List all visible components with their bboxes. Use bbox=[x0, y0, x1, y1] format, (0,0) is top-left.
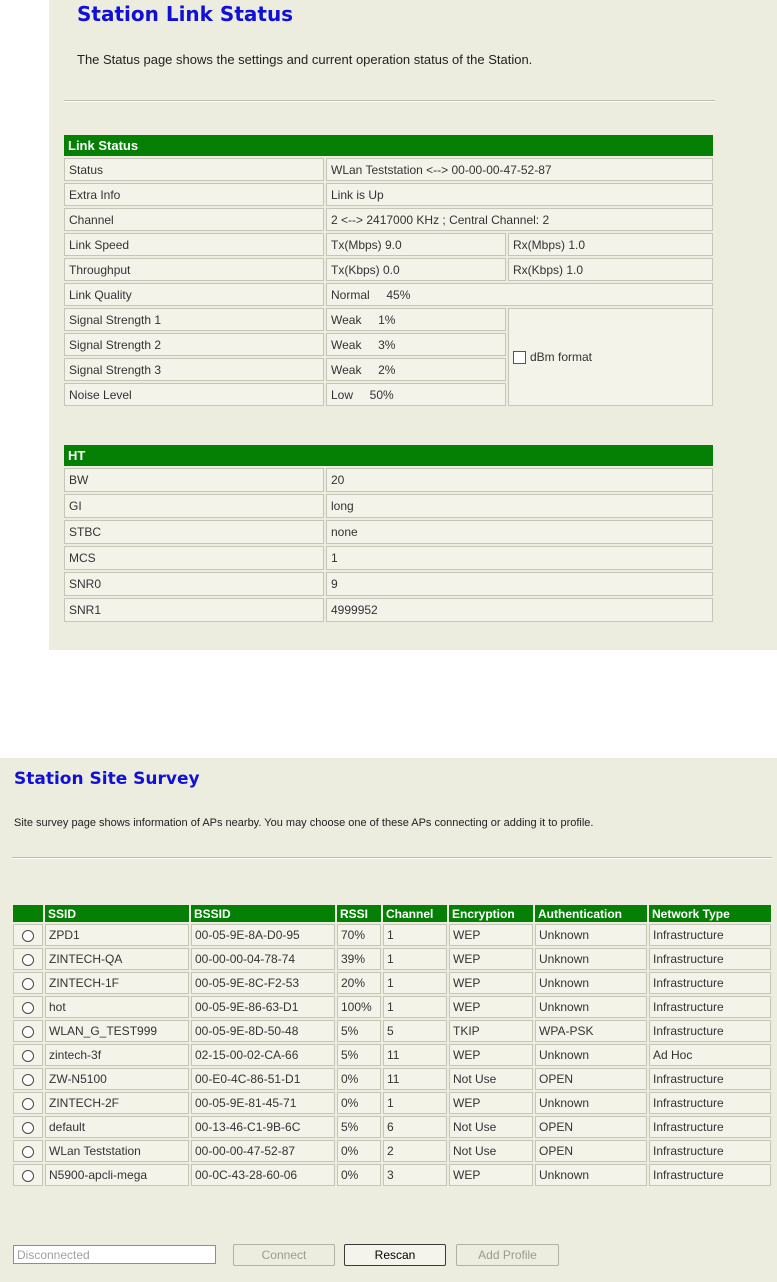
noise-level-value: Low 50% bbox=[326, 383, 506, 406]
ht-header: HT bbox=[64, 445, 713, 466]
signal-strength-3-value: Weak 2% bbox=[326, 358, 506, 381]
bssid-cell: 00-E0-4C-86-51-D1 bbox=[191, 1068, 335, 1090]
rssi-cell: 5% bbox=[337, 1020, 381, 1042]
bssid-cell: 00-13-46-C1-9B-6C bbox=[191, 1116, 335, 1138]
network-type-cell: Infrastructure bbox=[649, 924, 771, 946]
dbm-format-cell[interactable] bbox=[508, 308, 713, 406]
throughput-label: Throughput bbox=[64, 258, 324, 281]
network-type-cell: Ad Hoc bbox=[649, 1044, 771, 1066]
add-profile-button[interactable]: Add Profile bbox=[456, 1244, 559, 1266]
select-column-header bbox=[13, 905, 43, 922]
rssi-cell: 70% bbox=[337, 924, 381, 946]
bw-value: 20 bbox=[326, 468, 713, 492]
authentication-cell: Unknown bbox=[535, 1044, 647, 1066]
authentication-column-header: Authentication bbox=[535, 905, 647, 922]
snr1-value: 4999952 bbox=[326, 598, 713, 622]
status-value: WLan Teststation <--> 00-00-00-47-52-87 bbox=[326, 158, 713, 181]
table-row[interactable] bbox=[13, 996, 771, 1018]
table-row[interactable] bbox=[13, 1140, 771, 1162]
network-type-cell: Infrastructure bbox=[649, 1020, 771, 1042]
row-select-radio[interactable] bbox=[22, 1074, 34, 1086]
stbc-value: none bbox=[326, 520, 713, 544]
link-speed-tx: Tx(Mbps) 9.0 bbox=[326, 233, 506, 256]
channel-cell: 1 bbox=[383, 948, 447, 970]
network-type-cell: Infrastructure bbox=[649, 996, 771, 1018]
row-select-radio[interactable] bbox=[22, 978, 34, 990]
encryption-column-header: Encryption bbox=[449, 905, 533, 922]
ssid-cell: ZINTECH-1F bbox=[45, 972, 189, 994]
signal-strength-1-value: Weak 1% bbox=[326, 308, 506, 331]
network-type-cell: Infrastructure bbox=[649, 1068, 771, 1090]
channel-cell: 3 bbox=[383, 1164, 447, 1186]
row-select-cell[interactable] bbox=[13, 1044, 43, 1066]
channel-cell: 1 bbox=[383, 924, 447, 946]
table-row[interactable] bbox=[13, 948, 771, 970]
table-row[interactable] bbox=[13, 1020, 771, 1042]
row-select-radio[interactable] bbox=[22, 1002, 34, 1014]
row-select-cell[interactable] bbox=[13, 1164, 43, 1186]
row-select-radio[interactable] bbox=[22, 1098, 34, 1110]
table-row[interactable] bbox=[13, 972, 771, 994]
bssid-cell: 00-00-00-04-78-74 bbox=[191, 948, 335, 970]
encryption-cell: WEP bbox=[449, 924, 533, 946]
row-select-cell[interactable] bbox=[13, 1116, 43, 1138]
rssi-cell: 5% bbox=[337, 1044, 381, 1066]
encryption-cell: WEP bbox=[449, 948, 533, 970]
ssid-cell: ZINTECH-2F bbox=[45, 1092, 189, 1114]
ssid-cell: ZINTECH-QA bbox=[45, 948, 189, 970]
bw-label: BW bbox=[64, 468, 324, 492]
page-title: Station Link Status bbox=[77, 2, 294, 26]
mcs-label: MCS bbox=[64, 546, 324, 570]
row-select-cell[interactable] bbox=[13, 1092, 43, 1114]
channel-cell: 11 bbox=[383, 1068, 447, 1090]
gi-value: long bbox=[326, 494, 713, 518]
channel-cell: 1 bbox=[383, 972, 447, 994]
survey-title: Station Site Survey bbox=[14, 769, 200, 789]
extra-info-label: Extra Info bbox=[64, 183, 324, 206]
row-select-radio[interactable] bbox=[22, 954, 34, 966]
table-row[interactable] bbox=[13, 1116, 771, 1138]
ssid-cell: WLan Teststation bbox=[45, 1140, 189, 1162]
channel-value: 2 <--> 2417000 KHz ; Central Channel: 2 bbox=[326, 208, 713, 231]
dbm-format-checkbox[interactable] bbox=[513, 351, 526, 364]
ssid-cell: WLAN_G_TEST999 bbox=[45, 1020, 189, 1042]
row-select-radio[interactable] bbox=[22, 1146, 34, 1158]
link-speed-label: Link Speed bbox=[64, 233, 324, 256]
row-select-cell[interactable] bbox=[13, 948, 43, 970]
network-type-cell: Infrastructure bbox=[649, 1116, 771, 1138]
noise-level-label: Noise Level bbox=[64, 383, 324, 406]
row-select-radio[interactable] bbox=[22, 930, 34, 942]
throughput-rx: Rx(Kbps) 1.0 bbox=[508, 258, 713, 281]
table-row[interactable] bbox=[13, 1164, 771, 1186]
gi-label: GI bbox=[64, 494, 324, 518]
channel-cell: 1 bbox=[383, 1092, 447, 1114]
authentication-cell: Unknown bbox=[535, 996, 647, 1018]
channel-cell: 5 bbox=[383, 1020, 447, 1042]
network-type-column-header: Network Type bbox=[649, 905, 771, 922]
row-select-cell[interactable] bbox=[13, 1140, 43, 1162]
network-type-cell: Infrastructure bbox=[649, 1164, 771, 1186]
encryption-cell: WEP bbox=[449, 1092, 533, 1114]
connection-status-field: Disconnected bbox=[13, 1245, 216, 1264]
row-select-cell[interactable] bbox=[13, 1068, 43, 1090]
encryption-cell: Not Use bbox=[449, 1140, 533, 1162]
ssid-cell: N5900-apcli-mega bbox=[45, 1164, 189, 1186]
row-select-cell[interactable] bbox=[13, 972, 43, 994]
channel-cell: 2 bbox=[383, 1140, 447, 1162]
rssi-cell: 0% bbox=[337, 1092, 381, 1114]
channel-cell: 11 bbox=[383, 1044, 447, 1066]
authentication-cell: Unknown bbox=[535, 1092, 647, 1114]
encryption-cell: WEP bbox=[449, 1044, 533, 1066]
mcs-value: 1 bbox=[326, 546, 713, 570]
authentication-cell: OPEN bbox=[535, 1140, 647, 1162]
bssid-cell: 00-05-9E-81-45-71 bbox=[191, 1092, 335, 1114]
encryption-cell: WEP bbox=[449, 996, 533, 1018]
ssid-column-header: SSID bbox=[45, 905, 189, 922]
snr0-value: 9 bbox=[326, 572, 713, 596]
rssi-cell: 20% bbox=[337, 972, 381, 994]
rssi-cell: 5% bbox=[337, 1116, 381, 1138]
row-select-radio[interactable] bbox=[22, 1122, 34, 1134]
encryption-cell: WEP bbox=[449, 972, 533, 994]
throughput-tx: Tx(Kbps) 0.0 bbox=[326, 258, 506, 281]
rssi-cell: 39% bbox=[337, 948, 381, 970]
table-row[interactable] bbox=[13, 1092, 771, 1114]
rssi-cell: 0% bbox=[337, 1140, 381, 1162]
channel-column-header: Channel bbox=[383, 905, 447, 922]
rssi-cell: 100% bbox=[337, 996, 381, 1018]
bssid-column-header: BSSID bbox=[191, 905, 335, 922]
table-row[interactable] bbox=[13, 924, 771, 946]
encryption-cell: TKIP bbox=[449, 1020, 533, 1042]
survey-description: Site survey page shows information of APs nearby. You may choose one of these APs connecting or adding it to profile. bbox=[14, 817, 594, 829]
row-select-cell[interactable] bbox=[13, 996, 43, 1018]
signal-strength-1-label: Signal Strength 1 bbox=[64, 308, 324, 331]
snr0-label: SNR0 bbox=[64, 572, 324, 596]
link-quality-label: Link Quality bbox=[64, 283, 324, 306]
channel-label: Channel bbox=[64, 208, 324, 231]
authentication-cell: OPEN bbox=[535, 1068, 647, 1090]
stbc-label: STBC bbox=[64, 520, 324, 544]
row-select-radio[interactable] bbox=[22, 1170, 34, 1182]
survey-divider bbox=[12, 857, 772, 859]
bssid-cell: 00-0C-43-28-60-06 bbox=[191, 1164, 335, 1186]
ht-table bbox=[62, 443, 715, 624]
page-description: The Status page shows the settings and current operation status of the Station. bbox=[77, 52, 533, 67]
status-label: Status bbox=[64, 158, 324, 181]
row-select-radio[interactable] bbox=[22, 1050, 34, 1062]
encryption-cell: Not Use bbox=[449, 1068, 533, 1090]
network-type-cell: Infrastructure bbox=[649, 972, 771, 994]
authentication-cell: Unknown bbox=[535, 948, 647, 970]
authentication-cell: Unknown bbox=[535, 1164, 647, 1186]
network-type-cell: Infrastructure bbox=[649, 1092, 771, 1114]
table-row[interactable] bbox=[13, 1068, 771, 1090]
authentication-cell: Unknown bbox=[535, 972, 647, 994]
ssid-cell: ZW-N5100 bbox=[45, 1068, 189, 1090]
authentication-cell: Unknown bbox=[535, 924, 647, 946]
rescan-button[interactable]: Rescan bbox=[344, 1244, 446, 1266]
link-quality-value: Normal 45% bbox=[326, 283, 713, 306]
row-select-cell[interactable] bbox=[13, 924, 43, 946]
ssid-cell: ZPD1 bbox=[45, 924, 189, 946]
bssid-cell: 00-05-9E-8A-D0-95 bbox=[191, 924, 335, 946]
row-select-radio[interactable] bbox=[22, 1026, 34, 1038]
signal-strength-3-label: Signal Strength 3 bbox=[64, 358, 324, 381]
bssid-cell: 02-15-00-02-CA-66 bbox=[191, 1044, 335, 1066]
extra-info-value: Link is Up bbox=[326, 183, 713, 206]
link-status-header: Link Status bbox=[64, 135, 713, 156]
dbm-format-label: dBm format bbox=[530, 349, 593, 364]
bssid-cell: 00-05-9E-8C-F2-53 bbox=[191, 972, 335, 994]
ssid-cell: hot bbox=[45, 996, 189, 1018]
encryption-cell: Not Use bbox=[449, 1116, 533, 1138]
channel-cell: 6 bbox=[383, 1116, 447, 1138]
signal-strength-2-value: Weak 3% bbox=[326, 333, 506, 356]
rssi-cell: 0% bbox=[337, 1068, 381, 1090]
bssid-cell: 00-05-9E-8D-50-48 bbox=[191, 1020, 335, 1042]
table-row[interactable] bbox=[13, 1044, 771, 1066]
bssid-cell: 00-05-9E-86-63-D1 bbox=[191, 996, 335, 1018]
encryption-cell: WEP bbox=[449, 1164, 533, 1186]
network-type-cell: Infrastructure bbox=[649, 948, 771, 970]
site-survey-table bbox=[11, 903, 773, 1188]
rssi-column-header: RSSI bbox=[337, 905, 381, 922]
channel-cell: 1 bbox=[383, 996, 447, 1018]
signal-strength-2-label: Signal Strength 2 bbox=[64, 333, 324, 356]
snr1-label: SNR1 bbox=[64, 598, 324, 622]
divider bbox=[64, 100, 715, 102]
rssi-cell: 0% bbox=[337, 1164, 381, 1186]
row-select-cell[interactable] bbox=[13, 1020, 43, 1042]
ssid-cell: default bbox=[45, 1116, 189, 1138]
authentication-cell: OPEN bbox=[535, 1116, 647, 1138]
connect-button[interactable]: Connect bbox=[233, 1244, 335, 1266]
ssid-cell: zintech-3f bbox=[45, 1044, 189, 1066]
bssid-cell: 00-00-00-47-52-87 bbox=[191, 1140, 335, 1162]
link-speed-rx: Rx(Mbps) 1.0 bbox=[508, 233, 713, 256]
network-type-cell: Infrastructure bbox=[649, 1140, 771, 1162]
link-status-table bbox=[62, 133, 715, 408]
authentication-cell: WPA-PSK bbox=[535, 1020, 647, 1042]
